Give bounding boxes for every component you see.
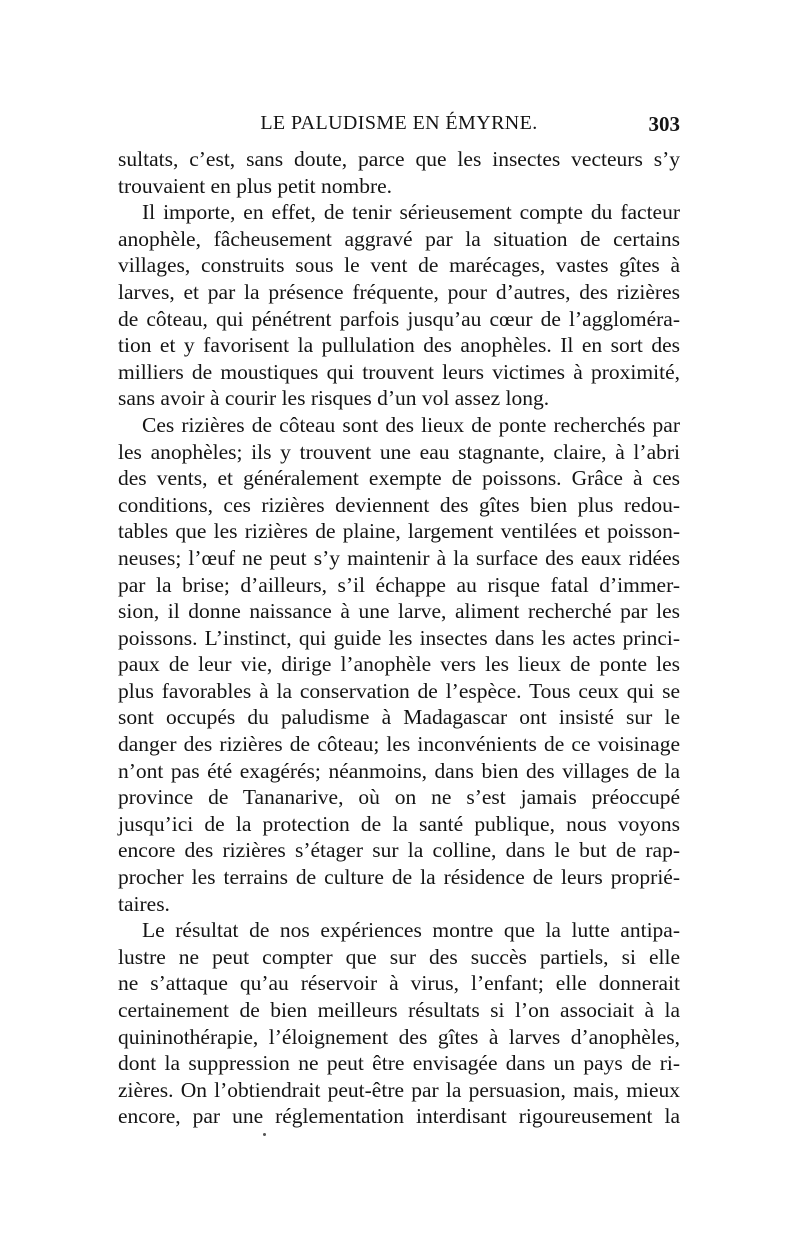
text-line: jusqu’ici de la protection de la santé publique, nous voyons xyxy=(118,811,680,836)
text-line: tion et y favorisent la pullulation des anophèles. Il en sort des xyxy=(118,333,680,358)
text-line: de côteau, qui pénétrent parfois jusqu’au cœur de l’aggloméra- xyxy=(118,306,680,331)
text-line: sans avoir à courir les risques d’un vol assez long. xyxy=(118,386,550,411)
text-line: danger des rizières de côteau; les inconvénients de ce voisinage xyxy=(118,732,680,757)
text-line: les anophèles; ils y trouvent une eau stagnante, claire, à l’abri xyxy=(118,439,680,464)
text-line: taires. xyxy=(118,891,170,916)
text-line: Il importe, en effet, de tenir sérieusement compte du facteur xyxy=(142,200,680,225)
text-line: zières. On l’obtiendrait peut-être par la persuasion, mais, mieux xyxy=(118,1077,680,1102)
text-line: Le résultat de nos expériences montre que la lutte antipa- xyxy=(142,918,680,943)
text-line: plus favorables à la conservation de l’espèce. Tous ceux qui se xyxy=(118,678,680,703)
text-line: neuses; l’œuf ne peut s’y maintenir à la surface des eaux ridées xyxy=(118,545,680,570)
text-line: trouvaient en plus petit nombre. xyxy=(118,173,393,198)
text-line: milliers de moustiques qui trouvent leurs victimes à proximité, xyxy=(118,359,680,384)
text-line: ne s’attaque qu’au réservoir à virus, l’enfant; elle donnerait xyxy=(118,971,680,996)
body-text xyxy=(118,146,680,1130)
text-line: procher les terrains de culture de la résidence de leurs proprié- xyxy=(118,865,680,890)
text-line: tables que les rizières de plaine, largement ventilées et poisson- xyxy=(118,519,680,544)
text-line: Ces rizières de côteau sont des lieux de ponte recherchés par xyxy=(142,412,680,437)
running-head xyxy=(118,112,680,142)
text-line: par la brise; d’ailleurs, s’il échappe au risque fatal d’immer- xyxy=(118,572,680,597)
text-line: quininothérapie, l’éloignement des gîtes à larves d’anophèles, xyxy=(118,1024,680,1049)
text-line: lustre ne peut compter que sur des succès partiels, si elle xyxy=(118,944,680,969)
text-line: dont la suppression ne peut être envisagée dans un pays de ri- xyxy=(118,1051,680,1076)
text-line: province de Tananarive, où on ne s’est jamais préoccupé xyxy=(118,785,680,810)
text-line: n’ont pas été exagérés; néanmoins, dans bien des villages de la xyxy=(118,758,680,783)
text-line: sion, il donne naissance à une larve, aliment recherché par les xyxy=(118,599,680,624)
text-line: anophèle, fâcheusement aggravé par la situation de certains xyxy=(118,226,680,251)
text-line: encore, par une réglementation interdisant rigoureusement la xyxy=(118,1104,680,1129)
text-line: larves, et par la présence fréquente, pour d’autres, des rizières xyxy=(118,279,680,304)
text-line: certainement de bien meilleurs résultats si l’on associait à la xyxy=(118,998,680,1022)
text-line: encore des rizières s’étager sur la colline, dans le but de rap- xyxy=(118,838,680,863)
text-line: poissons. L’instinct, qui guide les insectes dans les actes princi- xyxy=(118,625,680,650)
text-line: sultats, c’est, sans doute, parce que les insectes vecteurs s’y xyxy=(118,147,680,171)
running-title: LE PALUDISME EN ÉMYRNE. xyxy=(260,112,538,134)
ink-speck xyxy=(263,1133,266,1136)
text-line: villages, construits sous le vent de marécages, vastes gîtes à xyxy=(118,253,680,278)
text-line: paux de leur vie, dirige l’anophèle vers les lieux de ponte les xyxy=(118,652,680,677)
text-line: des vents, et généralement exempte de poissons. Grâce à ces xyxy=(118,466,680,491)
page-number: 303 xyxy=(648,112,680,136)
text-line: sont occupés du paludisme à Madagascar ont insisté sur le xyxy=(118,705,680,730)
text-line: conditions, ces rizières deviennent des gîtes bien plus redou- xyxy=(118,492,680,517)
